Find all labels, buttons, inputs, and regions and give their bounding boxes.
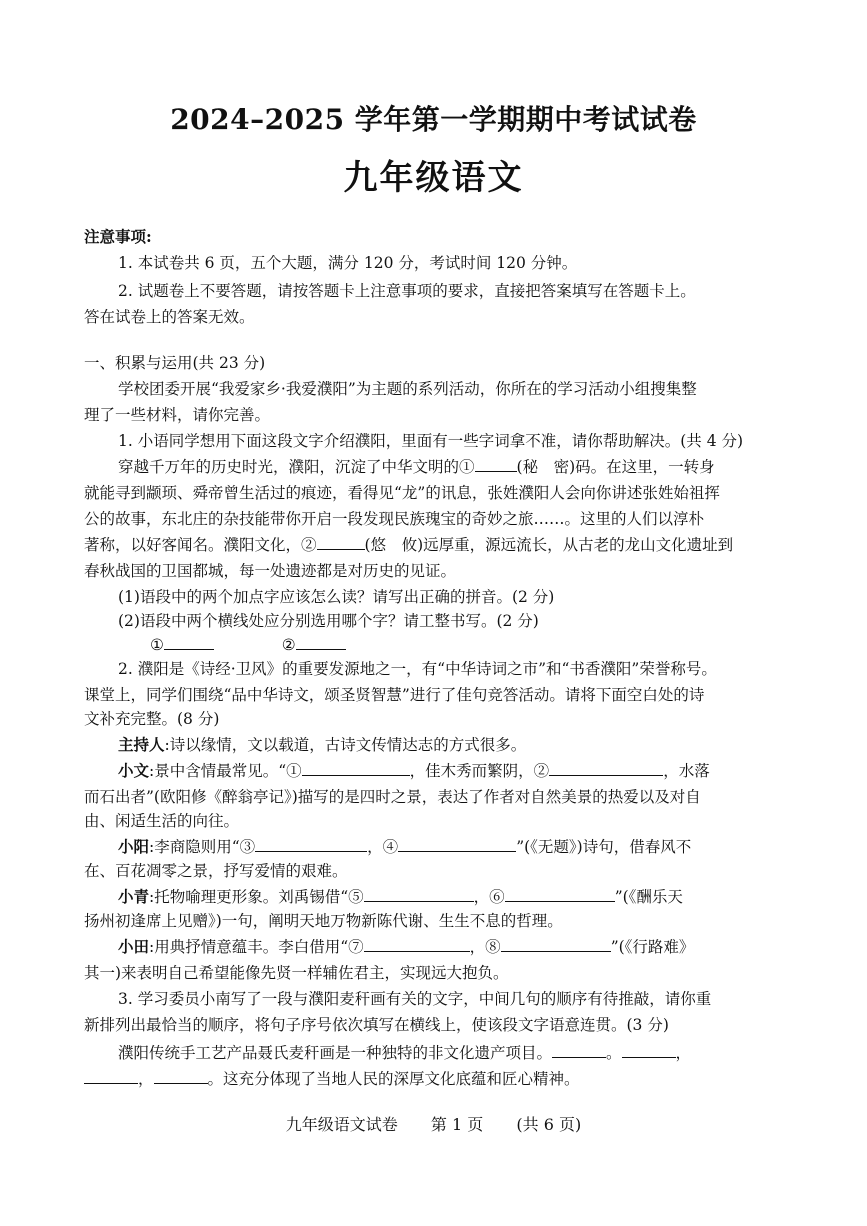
answer-blank[interactable]	[364, 937, 470, 952]
answer-blank[interactable]	[255, 837, 367, 852]
footer-total-pages: (共 6 页)	[516, 1115, 582, 1134]
q2-text: :托物喻理更形象。刘禹锡借“⑤	[149, 888, 364, 906]
speaker-label: 小阳	[118, 837, 150, 856]
q1-answer-row	[150, 634, 346, 656]
speaker-label: 小青	[118, 887, 150, 906]
q2-stem-cont: 文补充完整。(8 分)	[84, 710, 220, 728]
q2-xiaoyang-line	[118, 836, 691, 858]
q1-passage-line: 就能寻到颛顼、舜帝曾生活过的痕迹，看得见“龙”的讯息，张姓濮阳人会向你讲述张姓始祖挥	[84, 484, 720, 502]
q3-text: 。这充分体现了当地人民的深厚文化底蕴和匠心精神。	[207, 1070, 580, 1088]
speaker-label: 小田	[118, 937, 150, 956]
speaker-label: 主持人	[118, 735, 165, 754]
q3-stem-cont: 新排列出最恰当的顺序，将句子序号依次填写在横线上，使该段文字语意连贯。(3 分)	[84, 1016, 669, 1034]
notice-item-1: 1. 本试卷共 6 页，五个大题，满分 120 分，考试时间 120 分钟。	[118, 254, 578, 272]
answer-blank[interactable]	[364, 887, 474, 902]
answer-blank[interactable]	[317, 535, 365, 550]
q2-xiaotian-line	[118, 936, 694, 958]
q2-text-line: 而石出者”(欧阳修《醉翁亭记》)描写的是四时之景，表达了作者对自然美景的热爱以及对自	[84, 788, 701, 806]
exam-title: 2024–2025 学年第一学期期中考试试卷	[170, 103, 697, 136]
answer-mark: ①	[150, 636, 164, 654]
q1-text: (悠 攸)远厚重，源远流长，从古老的龙山文化遗址到	[364, 536, 734, 554]
q2-text: ”(《无题》)诗句，借春风不	[516, 838, 692, 856]
answer-blank[interactable]	[549, 761, 663, 776]
answer-blank[interactable]	[398, 837, 516, 852]
q2-text-line: 在、百花凋零之景，抒写爱情的艰难。	[84, 862, 348, 880]
q2-text: ，⑥	[473, 888, 505, 906]
q2-xiaoqing-line	[118, 886, 683, 908]
exam-subject: 九年级语文	[343, 158, 524, 198]
q2-text: :景中含情最常见。“①	[149, 762, 302, 780]
q2-text: ”(《酬乐天	[614, 888, 683, 906]
answer-blank[interactable]	[622, 1043, 676, 1058]
q3-passage-line	[118, 1042, 691, 1064]
q2-stem: 2. 濮阳是《诗经·卫风》的重要发源地之一，有“中华诗词之市”和“书香濮阳”荣誉称号。	[118, 660, 717, 678]
q2-text: :李商隐则用“③	[149, 838, 256, 856]
q3-text: ，	[138, 1070, 154, 1088]
q2-text: ，④	[367, 838, 399, 856]
q2-text: ，⑧	[469, 938, 501, 956]
answer-blank[interactable]	[475, 457, 517, 472]
q3-passage-line	[84, 1068, 580, 1090]
q1-stem: 1. 小语同学想用下面这段文字介绍濮阳，里面有一些字词拿不准，请你帮助解决。(共 4 分)	[118, 432, 744, 450]
q3-text: ，	[675, 1044, 692, 1062]
q2-text: :用典抒情意蕴丰。李白借用“⑦	[149, 938, 364, 956]
q3-text: 。	[606, 1044, 622, 1062]
q1-text: (秘 密)码。在这里，一转身	[516, 458, 715, 476]
notice-item-2-cont: 答在试卷上的答案无效。	[84, 308, 255, 326]
q1-text: 穿越千万年的历史时光，濮阳，沉淀了中华文明的①	[118, 458, 475, 476]
answer-blank[interactable]	[296, 635, 346, 650]
q2-xiaowen-line	[118, 760, 710, 782]
notice-item-2: 2. 试题卷上不要答题，请按答题卡上注意事项的要求，直接把答案填写在答题卡上。	[118, 282, 696, 300]
q2-text: :诗以缘情，文以载道，古诗文传情达志的方式很多。	[164, 736, 527, 754]
answer-blank[interactable]	[501, 937, 611, 952]
answer-blank[interactable]	[154, 1069, 208, 1084]
q1-sub-question-2: (2)语段中两个横线处应分别选用哪个字？请工整书写。(2 分)	[118, 612, 539, 630]
q1-passage-line: 春秋战国的卫国都城，每一处遗迹都是对历史的见证。	[84, 562, 457, 580]
answer-mark: ②	[281, 636, 296, 654]
q2-stem-cont: 课堂上，同学们围绕“品中华诗文，颂圣贤智慧”进行了佳句竞答活动。请将下面空白处的诗	[84, 686, 705, 704]
q1-passage-line	[84, 534, 733, 556]
q2-text-line: 扬州初逢席上见赠》)一句，阐明天地万物新陈代谢、生生不息的哲理。	[84, 912, 563, 930]
speaker-label: 小文	[118, 761, 150, 780]
section-heading: 一、积累与运用(共 23 分)	[84, 354, 266, 372]
answer-blank[interactable]	[505, 887, 615, 902]
q3-text: 濮阳传统手工艺产品聂氏麦秆画是一种独特的非文化遗产项目。	[118, 1044, 553, 1062]
notice-heading: 注意事项:	[84, 227, 152, 246]
q2-text: ，水落	[663, 762, 710, 780]
footer-exam-name: 九年级语文试卷	[285, 1115, 398, 1134]
q2-host-line	[118, 734, 526, 756]
q2-text: ，佳木秀而繁阴，②	[409, 762, 550, 780]
footer-page-number: 第 1 页	[430, 1115, 484, 1134]
answer-blank[interactable]	[164, 635, 214, 650]
section-intro: 学校团委开展“我爱家乡·我爱濮阳”为主题的系列活动，你所在的学习活动小组搜集整	[118, 380, 697, 398]
q1-passage-line: 公的故事，东北庄的杂技能带你开启一段发现民族瑰宝的奇妙之旅……。这里的人们以淳朴	[84, 510, 705, 528]
section-intro-cont: 理了一些材料，请你完善。	[84, 406, 271, 424]
q1-text: 著称，以好客闻名。濮阳文化，②	[84, 536, 317, 554]
q2-text-line: 其一)来表明自己希望能像先贤一样辅佐君主，实现远大抱负。	[84, 964, 509, 982]
q2-text-line: 由、闲适生活的向往。	[84, 812, 240, 830]
q1-sub-question-1: (1)语段中的两个加点字应该怎么读？请写出正确的拼音。(2 分)	[118, 588, 555, 606]
page-footer	[0, 1112, 867, 1135]
q2-text: ”(《行路难》	[610, 938, 695, 956]
answer-blank[interactable]	[84, 1069, 138, 1084]
answer-blank[interactable]	[552, 1043, 606, 1058]
q1-passage-line	[118, 456, 715, 478]
answer-blank[interactable]	[302, 761, 410, 776]
q3-stem: 3. 学习委员小南写了一段与濮阳麦秆画有关的文字，中间几句的顺序有待推敲，请你重	[118, 990, 712, 1008]
